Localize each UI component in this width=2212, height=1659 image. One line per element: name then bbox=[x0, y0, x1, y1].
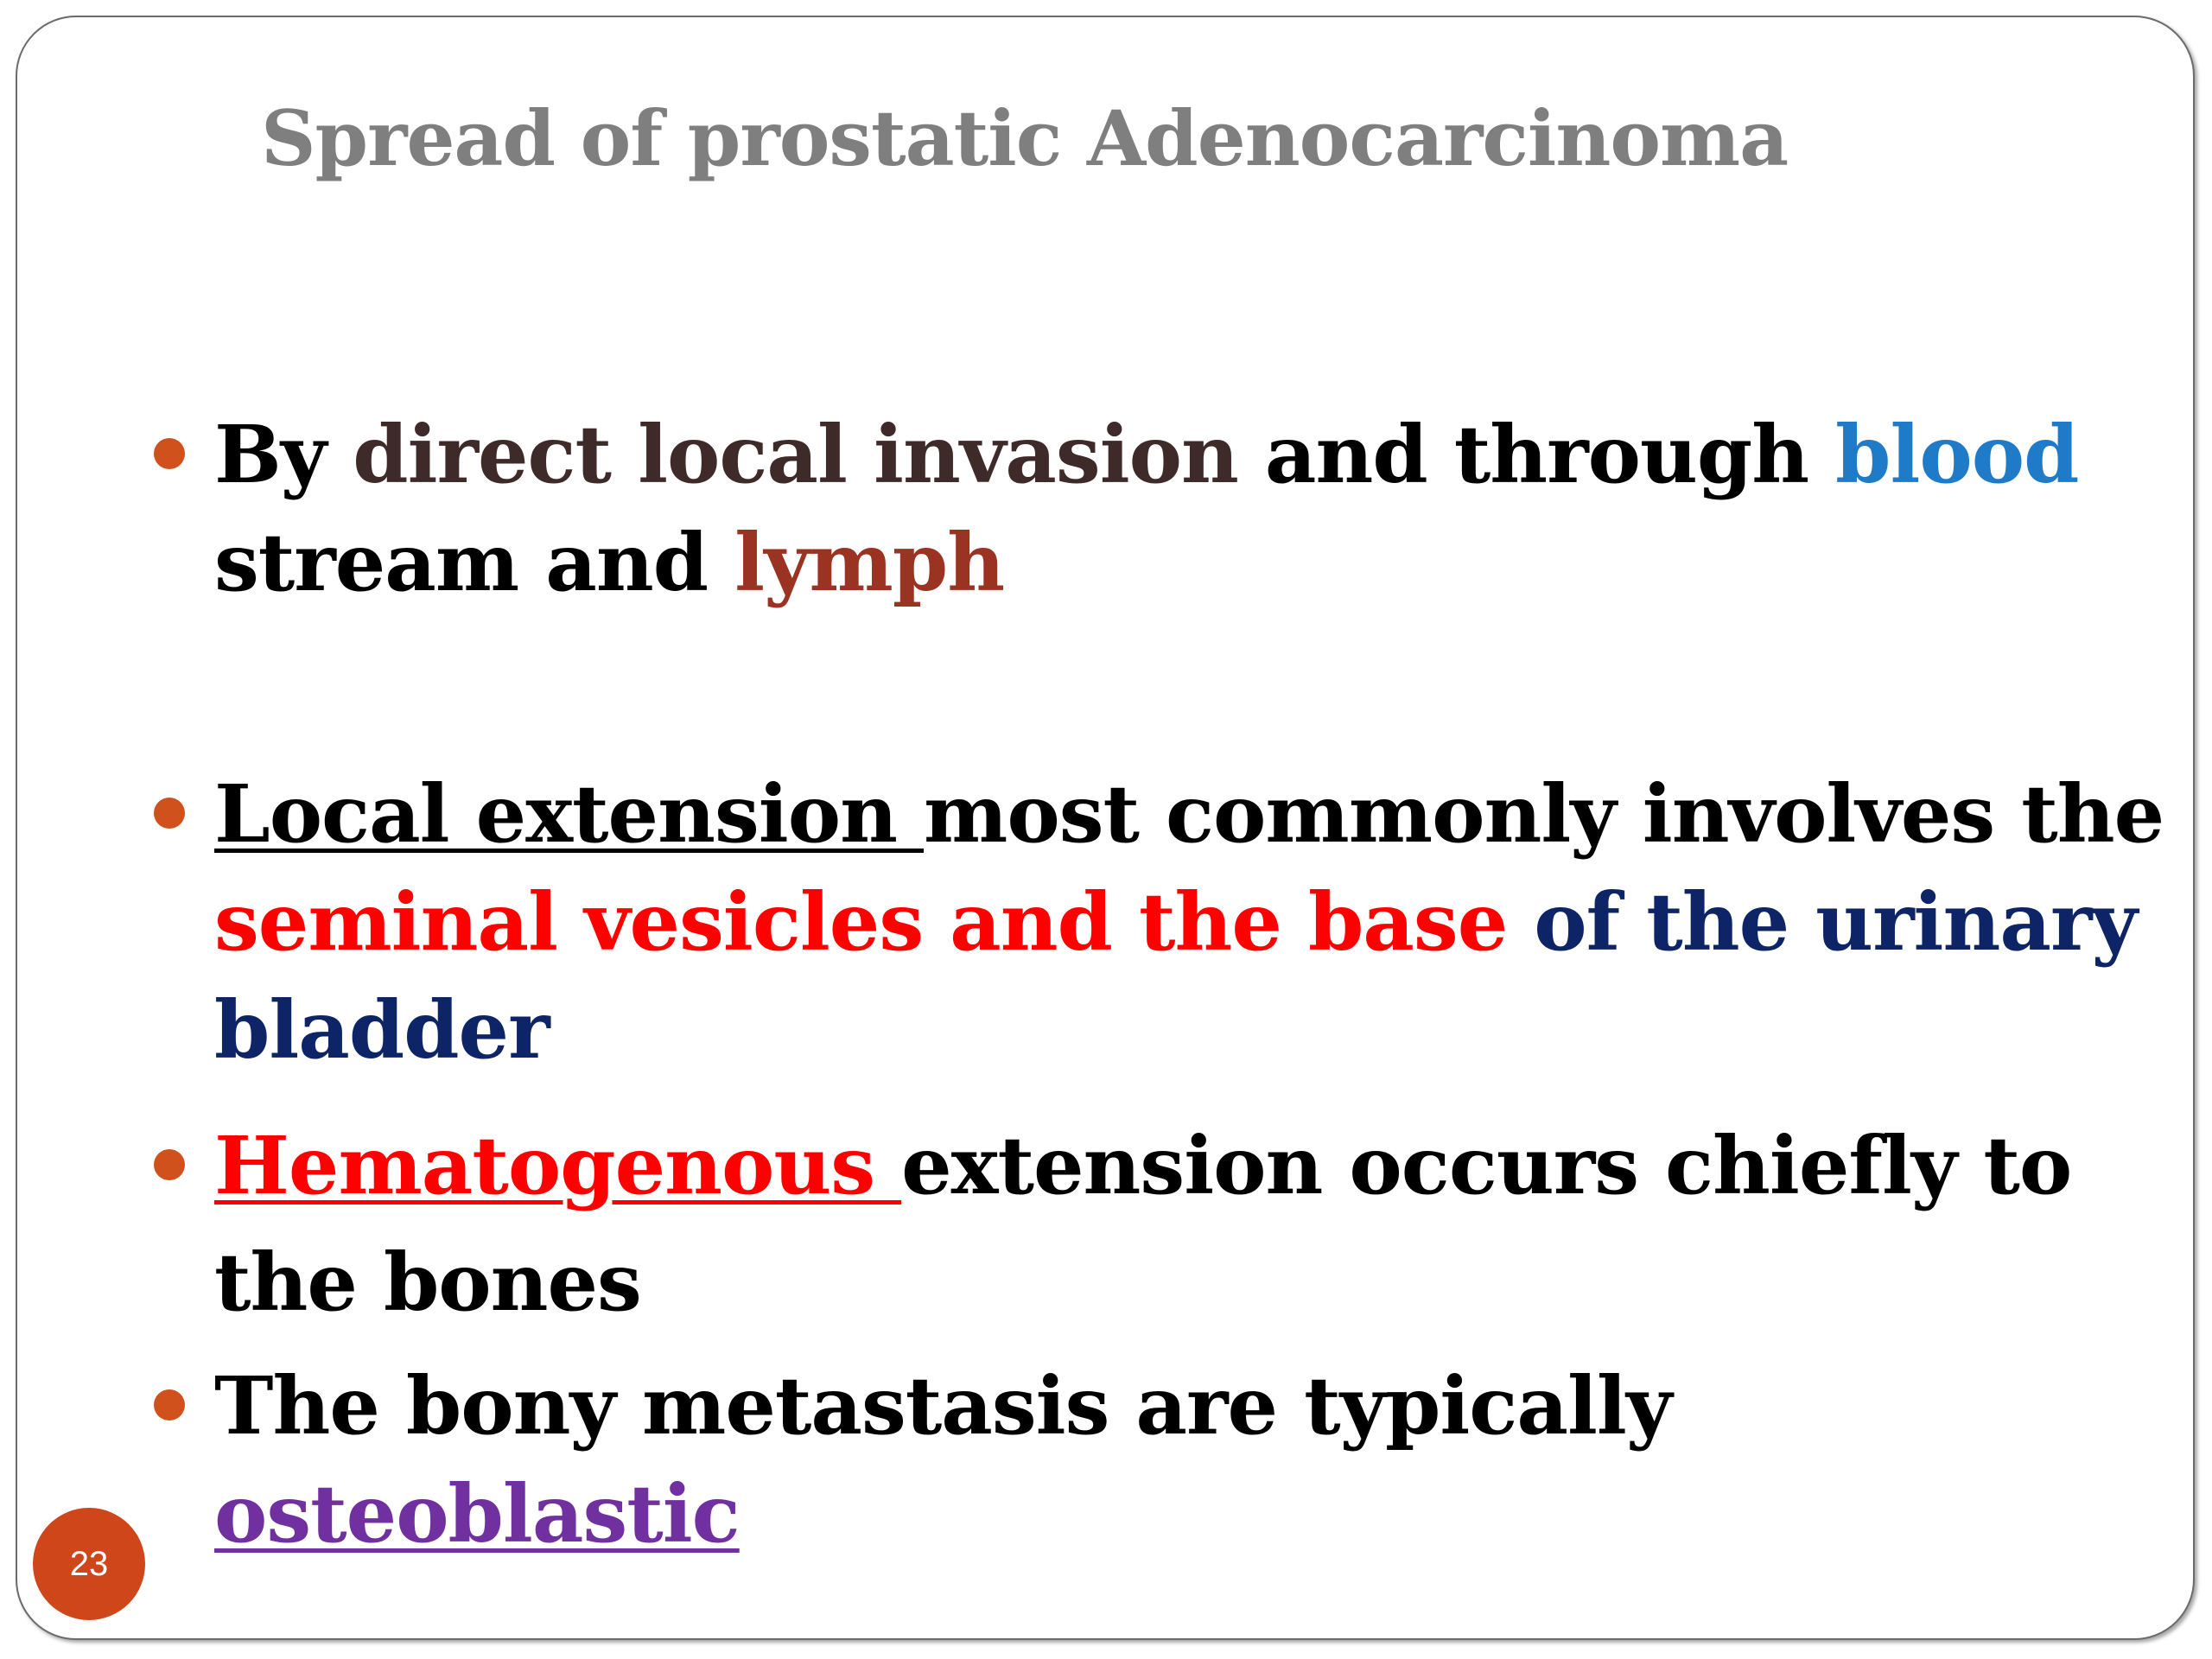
text-segment: The bony metastasis are typically bbox=[214, 1359, 1672, 1452]
bullet-item-hematogenous bbox=[214, 1108, 2176, 1341]
bullet-dot-icon bbox=[154, 438, 185, 469]
text-segment: Local extension bbox=[214, 767, 924, 861]
slide-title: Spread of prostatic Adenocarcinoma bbox=[261, 93, 1789, 183]
text-segment: osteoblastic bbox=[214, 1467, 740, 1560]
text-segment: most commonly involves the bbox=[923, 767, 2164, 861]
text-segment: Hematogenous bbox=[214, 1119, 902, 1212]
text-segment: extension occurs chiefly to the bones bbox=[214, 1119, 2072, 1329]
text-segment: stream and bbox=[214, 516, 735, 609]
text-segment: of the urinary bladder bbox=[214, 875, 2137, 1077]
bullet-dot-icon bbox=[154, 1389, 185, 1421]
text-segment: seminal vesicles and the base bbox=[214, 875, 1535, 969]
bullet-item-spread-routes bbox=[214, 401, 2176, 617]
bullet-dot-icon bbox=[154, 798, 185, 829]
bullet-dot-icon bbox=[154, 1149, 185, 1180]
text-segment: and through bbox=[1237, 408, 1836, 501]
bullet-item-bony-metastasis bbox=[214, 1352, 2176, 1568]
text-segment: By bbox=[214, 408, 353, 501]
text-segment: blood bbox=[1835, 408, 2079, 501]
bullet-item-local-extension bbox=[214, 760, 2176, 1084]
bullet-list bbox=[17, 17, 2193, 1638]
page-number-badge: 23 bbox=[33, 1508, 145, 1620]
slide bbox=[16, 16, 2195, 1640]
text-segment: lymph bbox=[734, 516, 1005, 609]
text-segment: direct local invasion bbox=[353, 408, 1238, 501]
